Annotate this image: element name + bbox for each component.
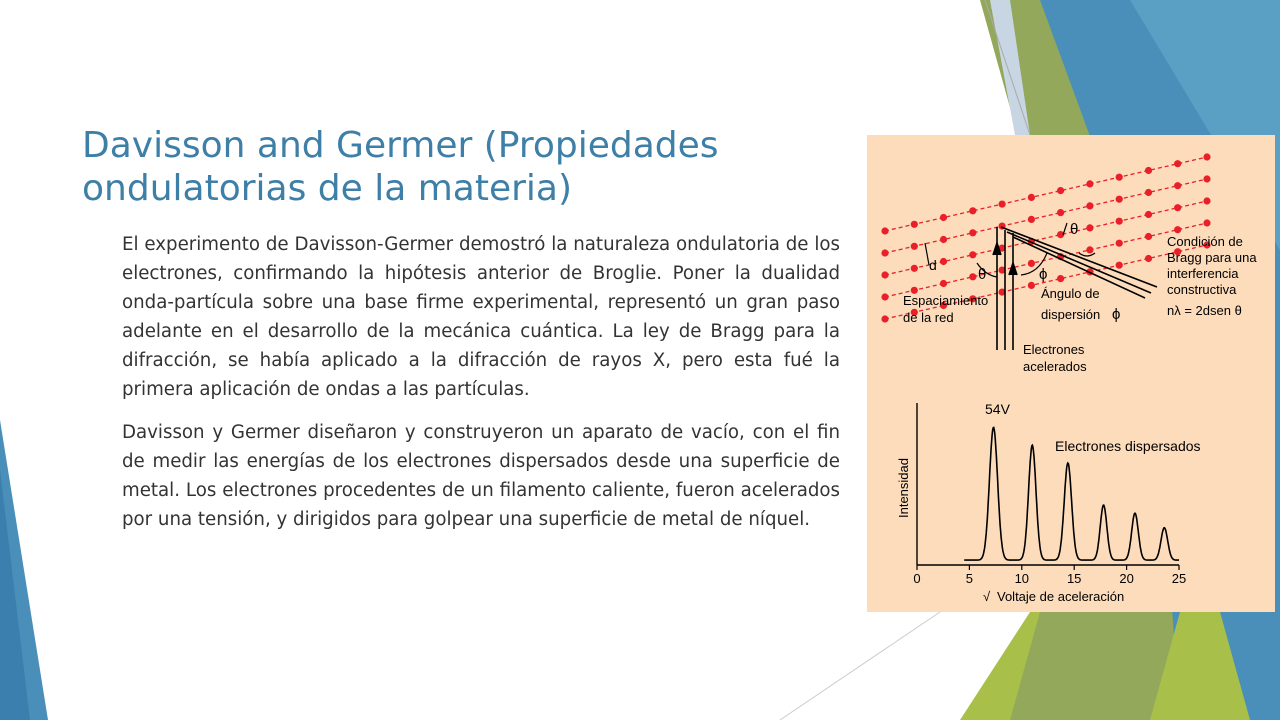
scatter-phi-symbol: ϕ [1112, 306, 1121, 323]
lattice-dot [1145, 255, 1152, 262]
body-text [122, 230, 840, 548]
lattice-dot [1203, 153, 1210, 160]
chart-ticks [913, 565, 1186, 586]
lattice-dot [1057, 187, 1064, 194]
scatter-angle-line1: Ángulo de [1041, 286, 1100, 301]
lattice-dot [1145, 233, 1152, 240]
lattice-dot [1086, 202, 1093, 209]
chart-x-tick-label: 25 [1171, 571, 1187, 586]
lattice-dot [911, 243, 918, 250]
lattice-dot [940, 214, 947, 221]
lattice-dot [1145, 167, 1152, 174]
lattice-dot [1145, 211, 1152, 218]
bragg-line1: Condición de [1167, 234, 1243, 249]
chart-x-tick-label: 20 [1119, 571, 1134, 586]
chart-x-tick-label: 5 [965, 571, 974, 586]
lattice-dot [1028, 260, 1035, 267]
spacing-label-line1: Espaciamiento [903, 293, 989, 308]
lattice-dot [1086, 180, 1093, 187]
chart-ylabel: Intensidad [896, 458, 911, 518]
paragraph-1: El experimento de Davisson-Germer demostró la naturaleza ondulatoria de los electrones, confirmando la hipótesis anterior de Broglie. Poner la dualidad onda-partícula sobre una base firme experimental, representó un gran paso adelante en el desarrollo de la mecánica cuántica. La ley de Bragg para la difracción, se había aplicado a la difracción de rayos X, pero esta fué la primera aplicación de ondas a las partículas. [122, 234, 840, 400]
intensity-chart [896, 401, 1201, 604]
figure-svg [867, 135, 1275, 612]
lattice-dot [881, 227, 888, 234]
lattice-dot [969, 251, 976, 258]
chart-x-tick-label: 10 [1014, 571, 1030, 586]
electrons-line1: Electrones [1023, 342, 1085, 357]
lattice-dot [999, 201, 1006, 208]
lattice-dot [1145, 189, 1152, 196]
chart-xlabel: Voltaje de aceleración [997, 589, 1125, 604]
lattice-dot [1116, 218, 1123, 225]
lattice-dot [940, 280, 947, 287]
lattice-dot [1116, 240, 1123, 247]
lattice-dot [1174, 182, 1181, 189]
lattice-labels [903, 221, 1257, 374]
lattice-dot [881, 271, 888, 278]
lattice-dot [1057, 209, 1064, 216]
lattice-dot [881, 249, 888, 256]
lattice-dot [1203, 175, 1210, 182]
lattice-dot [969, 229, 976, 236]
chart-peak-label: 54V [985, 401, 1010, 417]
chart-series-label: Electrones dispersados [1055, 438, 1201, 454]
lattice-dot [1116, 196, 1123, 203]
lattice-dot [911, 221, 918, 228]
davisson-germer-figure [867, 135, 1275, 612]
spacing-label-line2: de la red [903, 310, 954, 325]
phi-label: ϕ [1039, 266, 1048, 283]
lattice-row-line [885, 157, 1207, 231]
lattice-dot [1174, 226, 1181, 233]
lattice-dot [1028, 194, 1035, 201]
lattice-dot [881, 293, 888, 300]
lattice-dot [1116, 174, 1123, 181]
lattice-dot [1203, 219, 1210, 226]
paragraph-2: Davisson y Germer diseñaron y construyeron un aparato de vacío, con el fin de medir las energías de los electrones dispersados desde una superficie de metal. Los electrones procedentes de un filamento caliente, fueron acelerados por una tensión, y dirigidos para golpear una superficie de metal de níquel. [122, 422, 840, 530]
slide-title: Davisson and Germer (Propiedades ondulatorias de la materia) [82, 125, 719, 209]
lattice-dot [940, 258, 947, 265]
chart-x-tick-label: 0 [913, 571, 921, 586]
lattice-dot [1203, 197, 1210, 204]
lattice-dot [1174, 160, 1181, 167]
lattice-dot [1086, 224, 1093, 231]
electrons-line2: acelerados [1023, 359, 1087, 374]
lattice-dot [911, 265, 918, 272]
lattice-dot [1116, 262, 1123, 269]
chart-xlabel-prefix: √ [983, 589, 991, 604]
d-label: d [929, 257, 937, 273]
lattice-dot [969, 273, 976, 280]
scatter-angle-line2: dispersión [1041, 307, 1101, 322]
lattice-dot [1028, 216, 1035, 223]
theta-label-2: θ [1070, 221, 1079, 238]
lattice-dot [1174, 204, 1181, 211]
bragg-line2: Bragg para una [1167, 250, 1257, 265]
lattice-dot [1028, 282, 1035, 289]
lattice-dot [969, 207, 976, 214]
lattice-dot [940, 236, 947, 243]
chart-x-tick-label: 15 [1066, 571, 1082, 586]
theta-label-1: θ [978, 266, 987, 283]
lattice-dot [1057, 275, 1064, 282]
bragg-line4: constructiva [1167, 282, 1237, 297]
bragg-formula: nλ = 2dsen θ [1167, 303, 1242, 318]
bragg-line3: interferencia [1167, 266, 1239, 281]
lattice-dot [881, 315, 888, 322]
lattice-dot [1086, 246, 1093, 253]
lattice-row-line [885, 179, 1207, 253]
